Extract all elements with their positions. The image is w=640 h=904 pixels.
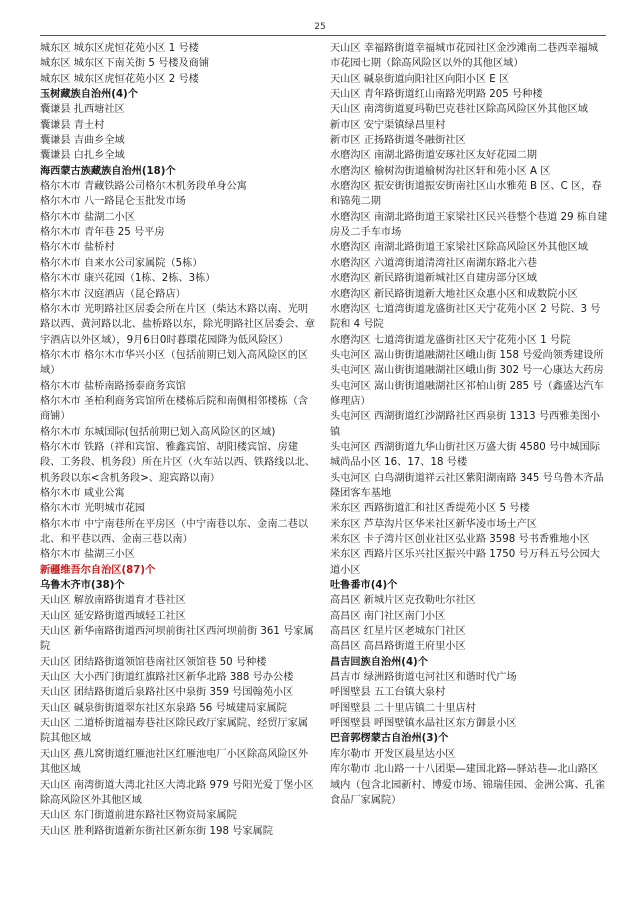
region-heading: 吐鲁番市(4)个	[330, 580, 398, 592]
area-entry: 格尔木市 光明城市花园	[40, 503, 146, 515]
left-column	[40, 41, 318, 839]
area-entry: 头屯河区 嵩山街街道融湖社区峨山街 302 号一心康达大药房	[330, 365, 604, 377]
area-entry: 头屯河区 嵩山街街道融湖社区祁柏山街 285 号（鑫盛达汽车修理店）	[330, 380, 604, 407]
area-entry: 格尔木市 中宁南巷所在平房区（中宁南巷以东、金南二巷以北、和平巷以西、金南三巷以南）	[40, 518, 309, 545]
area-entry: 囊谦县 扎西塘社区	[40, 104, 125, 116]
area-entry: 格尔木市 铁路（祥和宾馆、雅鑫宾馆、胡阳楼宾馆、房建段、工务段、机务段）所在片区（火车站以西、铁路线以北、机务段以东<含机务段>、迎宾路以南）	[40, 441, 316, 484]
area-entry: 天山区 解放南路街道育才巷社区	[40, 595, 186, 607]
area-entry: 囊谦县 青土村	[40, 119, 105, 131]
area-entry: 天山区 碱泉街道向阳社区向阳小区 E 区	[330, 73, 510, 85]
area-entry: 呼图壁县 二十里店镇二十里店村	[330, 702, 476, 714]
area-entry: 天山区 南湾街道大湾北社区大湾北路 979 号阳光爱丁堡小区除高风险区外其他区域	[40, 779, 314, 806]
area-entry: 水磨沟区 南湖北路街道王家梁社区民兴巷整个巷道 29 栋自建房及二手车市场	[330, 211, 608, 239]
area-entry: 水磨沟区 新民路街道新城社区自建房部分区域	[330, 273, 537, 285]
area-entry: 格尔木市 盐桥村	[40, 242, 115, 254]
area-entry: 米东区 卡子湾片区创业社区弘业路 3598 号书香雅地小区	[330, 534, 590, 545]
area-entry: 新市区 正扬路街道冬融街社区	[330, 135, 466, 147]
area-entry: 高昌区 高昌路街道王府里小区	[330, 641, 466, 653]
area-entry: 新市区 安宁渠镇绿昌里村	[330, 119, 446, 131]
area-entry: 城东区 城东区下南关街 5 号楼及商铺	[40, 58, 210, 70]
area-entry: 呼图壁县 呼图壁镇水晶社区东方御景小区	[330, 718, 517, 730]
right-column	[330, 41, 608, 808]
header-rule	[40, 35, 606, 36]
area-entry: 天山区 团结路街道领馆巷南社区领馆巷 50 号种楼	[40, 656, 267, 668]
region-heading: 巴音郭楞蒙古自治州(3)个	[330, 733, 449, 745]
area-entry: 水磨沟区 新民路街道新大地社区众惠小区和成数院小区	[330, 288, 578, 300]
area-entry: 天山区 胜利路街道新东街社区新东街 198 号家属院	[40, 825, 273, 837]
area-entry: 天山区 新华南路街道西河坝前街社区西河坝前街 361 号家属院	[40, 626, 314, 653]
area-entry: 呼图壁县 五工台镇大泉村	[330, 687, 446, 699]
region-heading: 海西蒙古族藏族自治州(18)个	[40, 165, 176, 177]
area-entry: 天山区 延安路街道西域轻工社区	[40, 610, 186, 622]
area-entry: 格尔木市 盐桥南路扬泰商务宾馆	[40, 380, 186, 392]
area-entry: 米东区 西路片区乐兴社区振兴中路 1750 号万科五号公园大道小区	[330, 549, 600, 576]
area-entry: 格尔木市 自来水公司家属院（5栋）	[40, 257, 203, 269]
area-entry: 天山区 二道桥街道福寿巷社区除民政厅家属院、经贸厅家属院其他区域	[40, 718, 309, 745]
region-heading: 玉树藏族自治州(4)个	[40, 89, 138, 101]
region-heading: 新疆维吾尔自治区(87)个	[40, 564, 156, 576]
area-entry: 天山区 南湾街道夏玛勒巴克巷社区除高风险区外其他区域	[330, 104, 588, 116]
area-entry: 水磨沟区 南湖北路街道安琢社区友好花园二期	[330, 150, 537, 162]
area-entry: 头屯河区 西湖街道九华山街社区万盛大街 4580 号中城国际城尚品小区 16、17、18 号楼	[330, 441, 600, 469]
area-entry: 水磨沟区 七道湾街道龙盛街社区天宁花苑小区 1 号院	[330, 334, 571, 346]
area-entry: 库尔勒市 北山路一十八团渠—建国北路—驿站巷—北山路区域内（包含北园新村、博爱市场、锦瑞佳园、金洲公寓、孔雀食品厂家属院）	[330, 764, 606, 806]
area-entry: 天山区 团结路街道后泉路社区中泉街 359 号国翰苑小区	[40, 687, 294, 699]
area-entry: 水磨沟区 榆树沟街道榆树沟社区轩和苑小区 A 区	[330, 165, 551, 177]
area-entry: 库尔勒市 开发区晨星达小区	[330, 748, 456, 760]
region-heading: 乌鲁木齐市(38)个	[40, 580, 125, 592]
area-entry: 天山区 青年路街道红山南路光明路 205 号种楼	[330, 89, 543, 101]
area-entry: 天山区 碱泉街街道翠东社区东泉路 56 号城建局家属院	[40, 702, 287, 714]
area-entry: 格尔木市 盐湖三小区	[40, 549, 135, 561]
area-entry: 天山区 东门街道前进东路社区物资局家属院	[40, 810, 237, 822]
area-entry: 高昌区 红星片区老城东门社区	[330, 626, 466, 638]
area-entry: 格尔木市 青年巷 25 号平房	[40, 227, 165, 239]
area-entry: 头屯河区 西湖街道红沙湖路社区西泉街 1313 号西雅美图小镇	[330, 411, 600, 438]
area-entry: 格尔木市 格尔木市华兴小区（包括前期已划入高风险区的区域）	[40, 349, 309, 377]
area-entry: 水磨沟区 六道湾街道清湾社区南湖东路北六巷	[330, 257, 537, 269]
area-entry: 城东区 城东区虎恒花苑小区 1 号楼	[40, 43, 199, 54]
area-entry: 米东区 西路街道汇和社区香缇苑小区 5 号楼	[330, 503, 530, 515]
area-entry: 格尔木市 咸业公寓	[40, 487, 125, 499]
page-number: 25	[314, 22, 326, 32]
area-entry: 水磨沟区 南湖北路街道王家梁社区除高风险区外其他区域	[330, 242, 588, 254]
area-entry: 格尔木市 汉庭酒店（昆仑路店）	[40, 288, 186, 300]
area-entry: 头屯河区 白鸟湖街道祥云社区紫阳湖南路 345 号乌鲁木齐晶隆团客车基地	[330, 472, 604, 499]
area-entry: 格尔木市 东城国际(包括前期已划入高风险区的区域)	[40, 426, 276, 438]
area-entry: 水磨沟区 振安街街道振安街南社区山水雅苑 B 区、C 区，春和锦苑二期	[330, 181, 602, 208]
area-entry: 格尔木市 盐湖二小区	[40, 211, 135, 223]
area-entry: 天山区 大小西门街道红旗路社区新华北路 388 号办公楼	[40, 672, 294, 684]
area-entry: 头屯河区 嵩山街街道融湖社区峨山街 158 号爱尚领秀建设所	[330, 349, 604, 361]
area-entry: 格尔木市 青藏铁路公司格尔木机务段单身公寓	[40, 181, 247, 193]
area-entry: 昌吉市 绿洲路街道屯河社区和谐时代广场	[330, 672, 517, 684]
area-entry: 格尔木市 光明路社区居委会所在片区（柴达木路以南、光明路以西、黄河路以北、盐桥路以东，除光明路社区居委会、章宇酒店以外区域），9月6日0时暮環花园降为低风险区）	[40, 303, 316, 346]
area-entry: 城东区 城东区虎恒花苑小区 2 号楼	[40, 73, 199, 85]
area-entry: 天山区 燕儿窝街道红雁池社区红雁池电厂小区除高风险区外其他区域	[40, 748, 309, 776]
area-entry: 格尔木市 康兴花园（1栋、2栋、3栋）	[40, 273, 216, 285]
area-entry: 囊谦县 白扎乡全域	[40, 150, 125, 162]
region-heading: 昌吉回族自治州(4)个	[330, 656, 428, 668]
area-entry: 天山区 幸福路街道幸福城市花园社区金沙滩南二巷西幸福城市花园七期（除高风险区以外的其他区域）	[330, 43, 599, 70]
area-entry: 水磨沟区 七道湾街道龙盛街社区天宁花苑小区 2 号院、3 号院和 4 号院	[330, 303, 601, 331]
area-entry: 高昌区 南门社区南门小区	[330, 610, 446, 622]
area-entry: 格尔木市 八一路昆仑玉批发市场	[40, 196, 186, 208]
area-entry: 米东区 芦草沟片区华米社区新华凌市场土产区	[330, 518, 537, 530]
area-entry: 囊谦县 吉曲乡全域	[40, 135, 125, 147]
area-entry: 高昌区 新城片区克孜勒吐尔社区	[330, 595, 476, 607]
area-entry: 格尔木市 圣柏利商务宾馆所在楼栋后院和南侧相邻楼栋（含商铺）	[40, 395, 309, 423]
